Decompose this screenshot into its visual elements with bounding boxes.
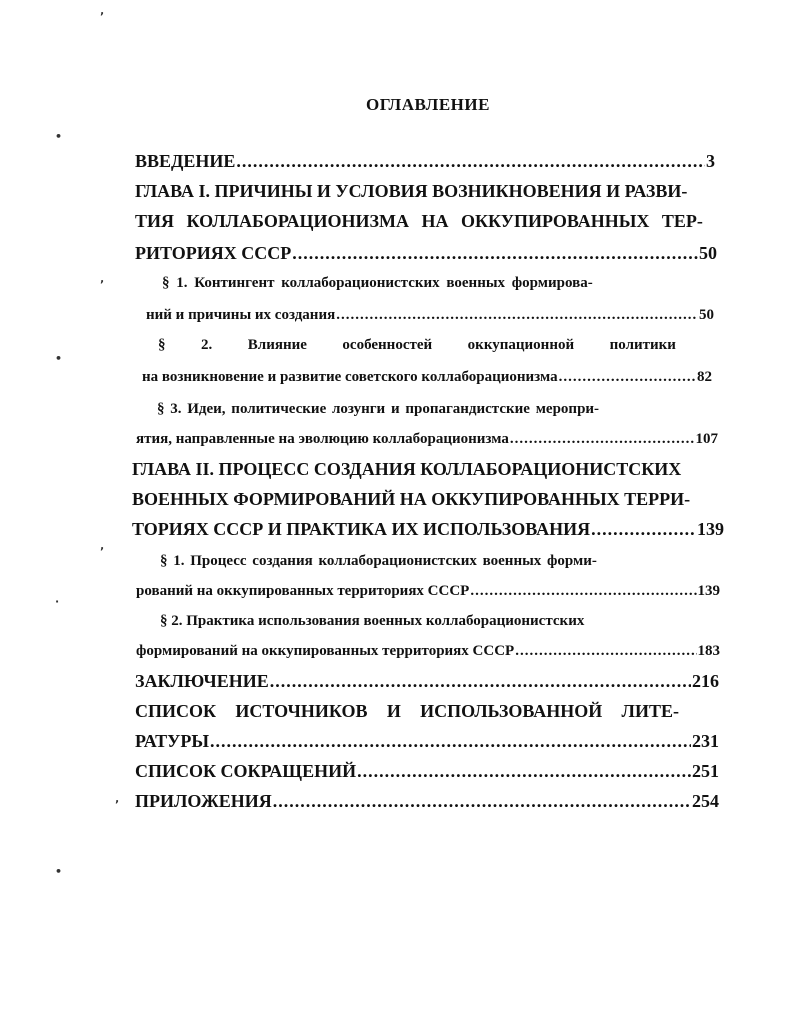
toc-section-1-1-line-1 (162, 270, 593, 296)
toc-entry-appendix (135, 788, 719, 814)
toc-word: Влияние (247, 337, 307, 353)
scan-mark: • (55, 352, 63, 365)
toc-entry-sources-line-1 (135, 698, 679, 724)
page-number: 3 (706, 151, 715, 171)
toc-entry-label: ПРИЛОЖЕНИЯ (135, 791, 272, 811)
toc-entry-label: рований на оккупированных территориях СССР (136, 583, 470, 599)
page-number: 139 (697, 583, 720, 599)
toc-entry-label: § 1. Процесс создания коллаборационистских военных форми- (160, 553, 597, 569)
page-number: 50 (699, 307, 714, 323)
toc-section-2-1-line-1 (160, 548, 597, 574)
toc-entry-label: на возникновение и развитие советского коллаборационизма (142, 369, 558, 385)
page-number: 254 (692, 791, 719, 811)
page-number: 216 (692, 671, 719, 691)
page-title: ОГЛАВЛЕНИЕ (366, 95, 490, 114)
toc-word: СПИСОК (135, 701, 217, 721)
toc-chapter-1-line-2 (135, 208, 703, 234)
section-mark: § (158, 337, 166, 353)
scan-mark: ʼ (100, 10, 105, 23)
dot-leader (292, 240, 698, 266)
dot-leader (470, 578, 696, 604)
toc-entry-label: § 2. Практика использования военных коллаборационистских (160, 613, 585, 629)
dot-leader (210, 728, 691, 754)
dot-leader (559, 364, 696, 390)
page-number: 50 (699, 243, 717, 263)
toc-chapter-1-line-1 (135, 178, 687, 204)
toc-chapter-1-line-3 (135, 240, 717, 266)
toc-section-2-2-line-2 (136, 638, 720, 664)
scan-mark: ʼ (100, 545, 105, 558)
toc-entry-label: ТОРИЯХ СССР И ПРАКТИКА ИХ ИСПОЛЬЗОВАНИЯ (132, 519, 591, 539)
page-number: 139 (697, 519, 724, 539)
toc-word: ИСТОЧНИКОВ (235, 701, 368, 721)
toc-chapter-2-line-1 (132, 456, 681, 482)
toc-word: оккупационной (467, 337, 575, 353)
dot-leader (510, 426, 695, 452)
page-number: 183 (697, 643, 720, 659)
toc-section-1-2-line-2 (142, 364, 712, 390)
toc-chapter-2-line-3 (132, 516, 724, 542)
dot-leader (336, 302, 698, 328)
toc-section-1-2-line-1 (158, 332, 676, 358)
dot-leader (273, 788, 691, 814)
toc-entry-abbreviations (135, 758, 719, 784)
toc-section-2-2-line-1 (160, 608, 584, 634)
toc-section-1-3-line-1 (157, 396, 599, 422)
scan-mark: · (55, 595, 60, 608)
toc-entry-label: ГЛАВА II. ПРОЦЕСС СОЗДАНИЯ КОЛЛАБОРАЦИОНИСТСКИХ (132, 459, 682, 479)
dot-leader (515, 638, 696, 664)
dot-leader (591, 516, 696, 542)
toc-word: И (386, 701, 401, 721)
page-number: 231 (692, 731, 719, 751)
toc-entry-label: ВВЕДЕНИЕ (135, 151, 236, 171)
dot-leader (357, 758, 691, 784)
toc-entry-label: РИТОРИЯХ СССР (135, 243, 292, 263)
toc-entry-label: формирований на оккупированных территориях СССР (136, 643, 515, 659)
toc-entry-label: ВОЕННЫХ ФОРМИРОВАНИЙ НА ОККУПИРОВАННЫХ ТЕРРИ- (132, 489, 691, 509)
toc-word: политики (609, 337, 676, 353)
toc-entry-label: ЗАКЛЮЧЕНИЕ (135, 671, 269, 691)
toc-section-2-1-line-2 (136, 578, 720, 604)
scan-mark: • (55, 865, 63, 878)
toc-section-1-3-line-2 (136, 426, 718, 452)
toc-entry-label: ТИЯ КОЛЛАБОРАЦИОНИЗМА НА ОККУПИРОВАННЫХ ТЕР- (135, 211, 703, 231)
page-number: 82 (697, 369, 712, 385)
page-number: 107 (695, 431, 718, 447)
toc-entry-label: § 1. Контингент коллаборационистских военных формирова- (162, 275, 593, 291)
toc-entry-label: § 3. Идеи, политические лозунги и пропагандистские меропри- (157, 401, 600, 417)
toc-entry-label: ГЛАВА I. ПРИЧИНЫ И УСЛОВИЯ ВОЗНИКНОВЕНИЯ И РАЗВИ- (135, 181, 688, 201)
dot-leader (236, 148, 705, 174)
toc-entry-label: ний и причины их создания (146, 307, 336, 323)
toc-word: особенностей (342, 337, 433, 353)
toc-entry-sources-line-2 (135, 728, 719, 754)
toc-entry-conclusion (135, 668, 719, 694)
scan-mark: ʼ (100, 278, 105, 291)
toc-word: 2. (201, 337, 213, 353)
toc-entry-intro (135, 148, 715, 174)
toc-chapter-2-line-2 (132, 486, 690, 512)
scan-mark: • (55, 130, 63, 143)
dot-leader (270, 668, 691, 694)
toc-entry-label: ятия, направленные на эволюцию коллаборационизма (136, 431, 509, 447)
toc-entry-label: СПИСОК СОКРАЩЕНИЙ (135, 761, 357, 781)
toc-word: ЛИТЕ- (621, 701, 679, 721)
toc-word: ИСПОЛЬЗОВАННОЙ (420, 701, 603, 721)
toc-section-1-1-line-2 (146, 302, 714, 328)
page-number: 251 (692, 761, 719, 781)
scan-mark: ʼ (115, 798, 120, 811)
toc-entry-label: РАТУРЫ (135, 731, 209, 751)
